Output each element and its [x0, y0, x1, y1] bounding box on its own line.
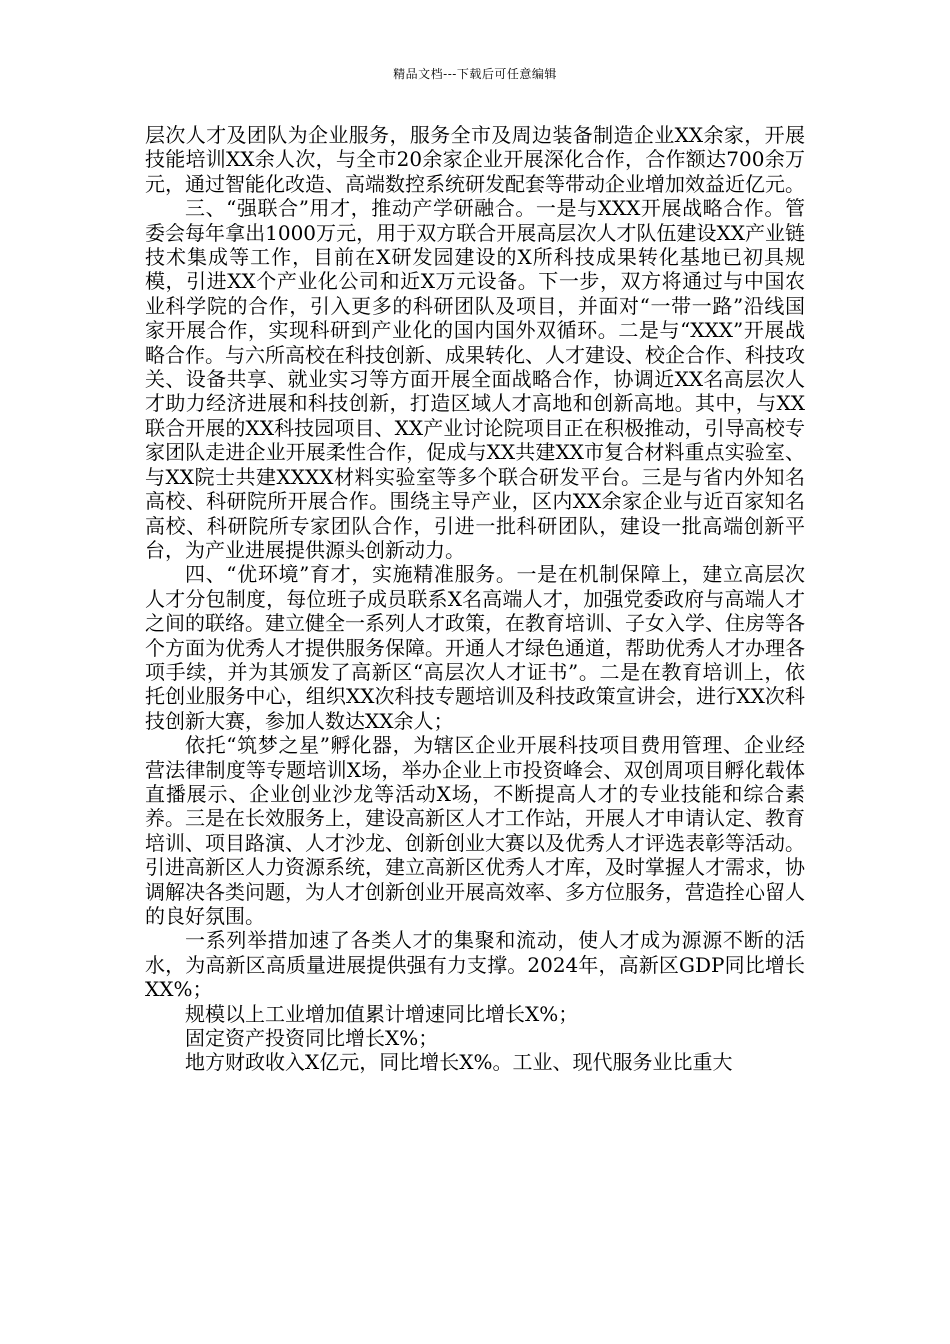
- paragraph-section-three: 三、“强联合”用才，推动产学研融合。一是与XXX开展战略合作。管委会每年拿出1000万元，用于双方联合开展高层次人才队伍建设XX产业链技术集成等工作，目前在X研发园建设的X所科技成果转化基地已初具规模，引进XX个产业化公司和近X万元设备。下一步，双方将通过与中国农业科学院的合作，引入更多的科研团队及项目，并面对“一带一路”沿线国家开展合作，实现科研到产业化的国内国外双循环。二是与“XXX”开展战略合作。与六所高校在科技创新、成果转化、人才建设、校企合作、科技攻关、设备共享、就业实习等方面开展全面战略合作，协调近XX名高层次人才助力经济进展和科技创新，打造区域人才高地和创新高地。其中，与XX联合开展的XX科技园项目、XX产业讨论院项目正在积极推动，引导高校专家团队走进企业开展柔性合作，促成与XX共建XX市复合材料重点实验室、与XX院士共建XXXX材料实验室等多个联合研发平台。三是与省内外知名高校、科研院所开展合作。围绕主导产业，区内XX余家企业与近百家知名高校、科研院所专家团队合作，引进一批科研团队，建设一批高端创新平台，为产业进展提供源头创新动力。: [145, 196, 805, 562]
- paragraph-incubator: 依托“筑梦之星”孵化器，为辖区企业开展科技项目费用管理、企业经营法律制度等专题培训X场，举办企业上市投资峰会、双创周项目孵化载体直播展示、企业创业沙龙等活动X场，不断提高人才的专业技能和综合素养。三是在长效服务上，建设高新区人才工作站，开展人才申请认定、教育培训、项目路演、人才沙龙、创新创业大赛以及优秀人才评选表彰等活动。引进高新区人力资源系统，建立高新区优秀人才库，及时掌握人才需求，协调解决各类问题，为人才创新创业开展高效率、多方位服务，营造拴心留人的良好氛围。: [145, 733, 805, 928]
- paragraph-fiscal-revenue: 地方财政收入X亿元，同比增长X%。工业、现代服务业比重大: [185, 1050, 733, 1075]
- paragraph-fixed-investment: 固定资产投资同比增长X%；: [185, 1026, 439, 1051]
- paragraph-section-four: 四、“优环境”育才，实施精准服务。一是在机制保障上，建立高层次人才分包制度，每位班子成员联系X名高端人才，加强党委政府与高端人才之间的联络。建立健全一系列人才政策，在教育培训、子女入学、住房等各个方面为优秀人才提供服务保障。开通人才绿色通道，帮助优秀人才办理各项手续，并为其颁发了高新区“高层次人才证书”。二是在教育培训上，依托创业服务中心，组织XX次科技专题培训及科技政策宣讲会，进行XX次科技创新大赛，参加人数达XX余人；: [145, 562, 805, 733]
- paragraph-industrial-growth: 规模以上工业增加值累计增速同比增长X%；: [185, 1001, 579, 1026]
- paragraph-continuation: 层次人才及团队为企业服务，服务全市及周边装备制造企业XX余家，开展技能培训XX余人次，与全市20余家企业开展深化合作，合作额达700余万元，通过智能化改造、高端数控系统研发配套等带动企业增加效益近亿元。: [145, 123, 805, 196]
- document-body: [145, 123, 805, 1075]
- page-header: 精品文档---下载后可任意编辑: [393, 67, 557, 81]
- paragraph-results: 一系列举措加速了各类人才的集聚和流动，使人才成为源源不断的活水，为高新区高质量进展提供强有力支撑。2024年，高新区GDP同比增长XX%；: [145, 928, 805, 1002]
